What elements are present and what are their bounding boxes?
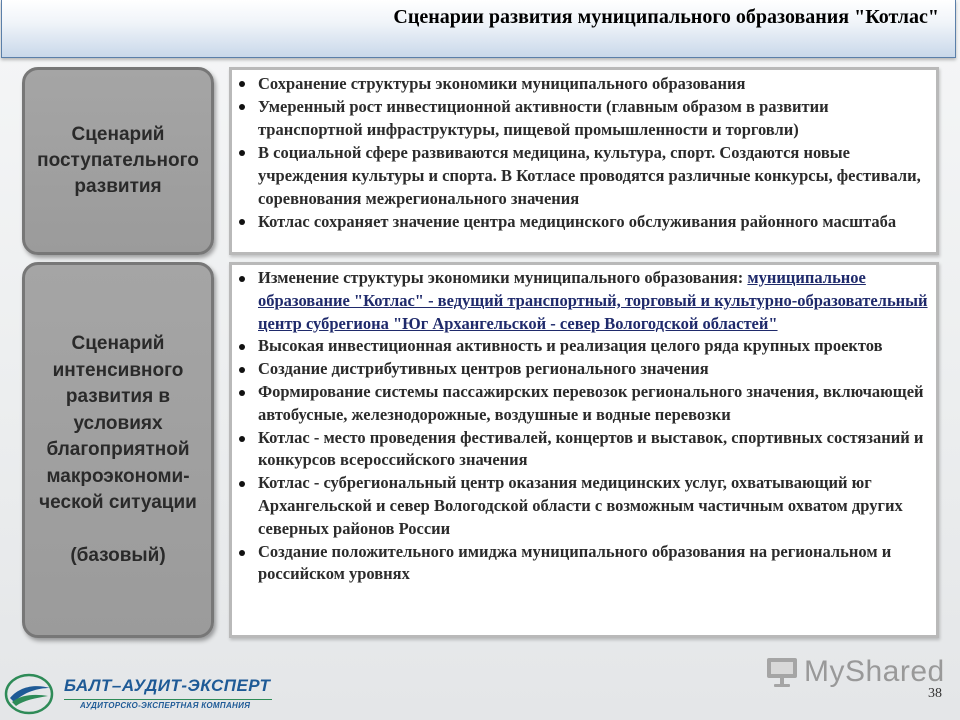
bullet-item: Умеренный рост инвестиционной активности (главным образом в развитии транспортной инфраструктуры, пищевой промышленности и торговли) [238, 95, 930, 141]
scenario-label-intensive [22, 262, 214, 638]
scenario-label-line: развития в [65, 386, 171, 407]
company-divider [64, 699, 272, 700]
structure-change-link[interactable]: муниципальное образование "Котлас" - ведущий транспортный, торговый и культурно-образовательный центр субрегиона "Юг Архангельской - север Вологодской областей" [258, 268, 928, 333]
scenario-label-line: Сценарий [71, 333, 165, 354]
bullet-item: Котлас сохраняет значение центра медицинского обслуживания районного масштаба [238, 210, 930, 233]
scenario-label-line: Сценарий [71, 124, 165, 145]
scenario-content-intensive [229, 262, 939, 638]
bullet-item: Создание положительного имиджа муниципального образования на региональном и российском уровнях [238, 541, 930, 587]
scenario-label-line: поступательного [37, 150, 199, 171]
bullet-item: Высокая инвестиционная активность и реализация целого ряда крупных проектов [238, 335, 930, 358]
scenario-content-progressive [229, 67, 939, 255]
bullet-item [238, 267, 930, 335]
bullet-item: Сохранение структуры экономики муниципального образования [238, 72, 930, 95]
bullet-item: В социальной сфере развиваются медицина, культура, спорт. Создаются новые учреждения культуры и спорта. В Котласе проводятся различные конкурсы, фестивали, соревнования межрегионального значения [238, 141, 930, 210]
bullet-intro-text: Изменение структуры экономики муниципального образования: [258, 268, 744, 287]
scenario-label-line: условиях [73, 412, 163, 434]
scenario-label-note: (базовый) [70, 544, 166, 566]
page-number: 38 [928, 686, 942, 701]
company-name: БАЛТ–АУДИТ-ЭКСПЕРТ [64, 676, 271, 695]
watermark-text: MyShared [804, 655, 945, 688]
scenario-label-line: ческой ситуации [39, 492, 197, 513]
bullet-item: Котлас - место проведения фестивалей, концертов и выставок, спортивных состязаний и конкурсов всероссийского значения [238, 427, 930, 473]
bullet-item: Создание дистрибутивных центров регионального значения [238, 358, 930, 381]
bullet-list [238, 267, 930, 586]
company-tagline: АУДИТОРСКО-ЭКСПЕРТНАЯ КОМПАНИЯ [80, 701, 251, 710]
scenario-label-line: благоприятной [46, 439, 190, 460]
scenario-label-line: интенсивного [52, 359, 184, 381]
presentation-screen-icon [764, 654, 800, 690]
page-title: Сценарии развития муниципального образования "Котлас" [393, 6, 939, 28]
leaf-swoosh-logo-icon [4, 672, 54, 716]
watermark [764, 652, 945, 692]
bullet-item: Формирование системы пассажирских перевозок регионального значения, включающей автобусные, железнодорожные, воздушные и водные перевозки [238, 381, 930, 427]
bullet-list [238, 72, 930, 233]
bullet-item: Котлас - субрегиональный центр оказания медицинских услуг, охватывающий юг Архангельской и север Вологодской области с возможным частичным охватом других северных районов России [238, 472, 930, 540]
scenario-label-progressive [22, 67, 214, 255]
scenario-label-line: развития [74, 176, 162, 197]
scenario-label-line: макроэкономи- [46, 465, 190, 487]
title-bar [1, 0, 956, 58]
